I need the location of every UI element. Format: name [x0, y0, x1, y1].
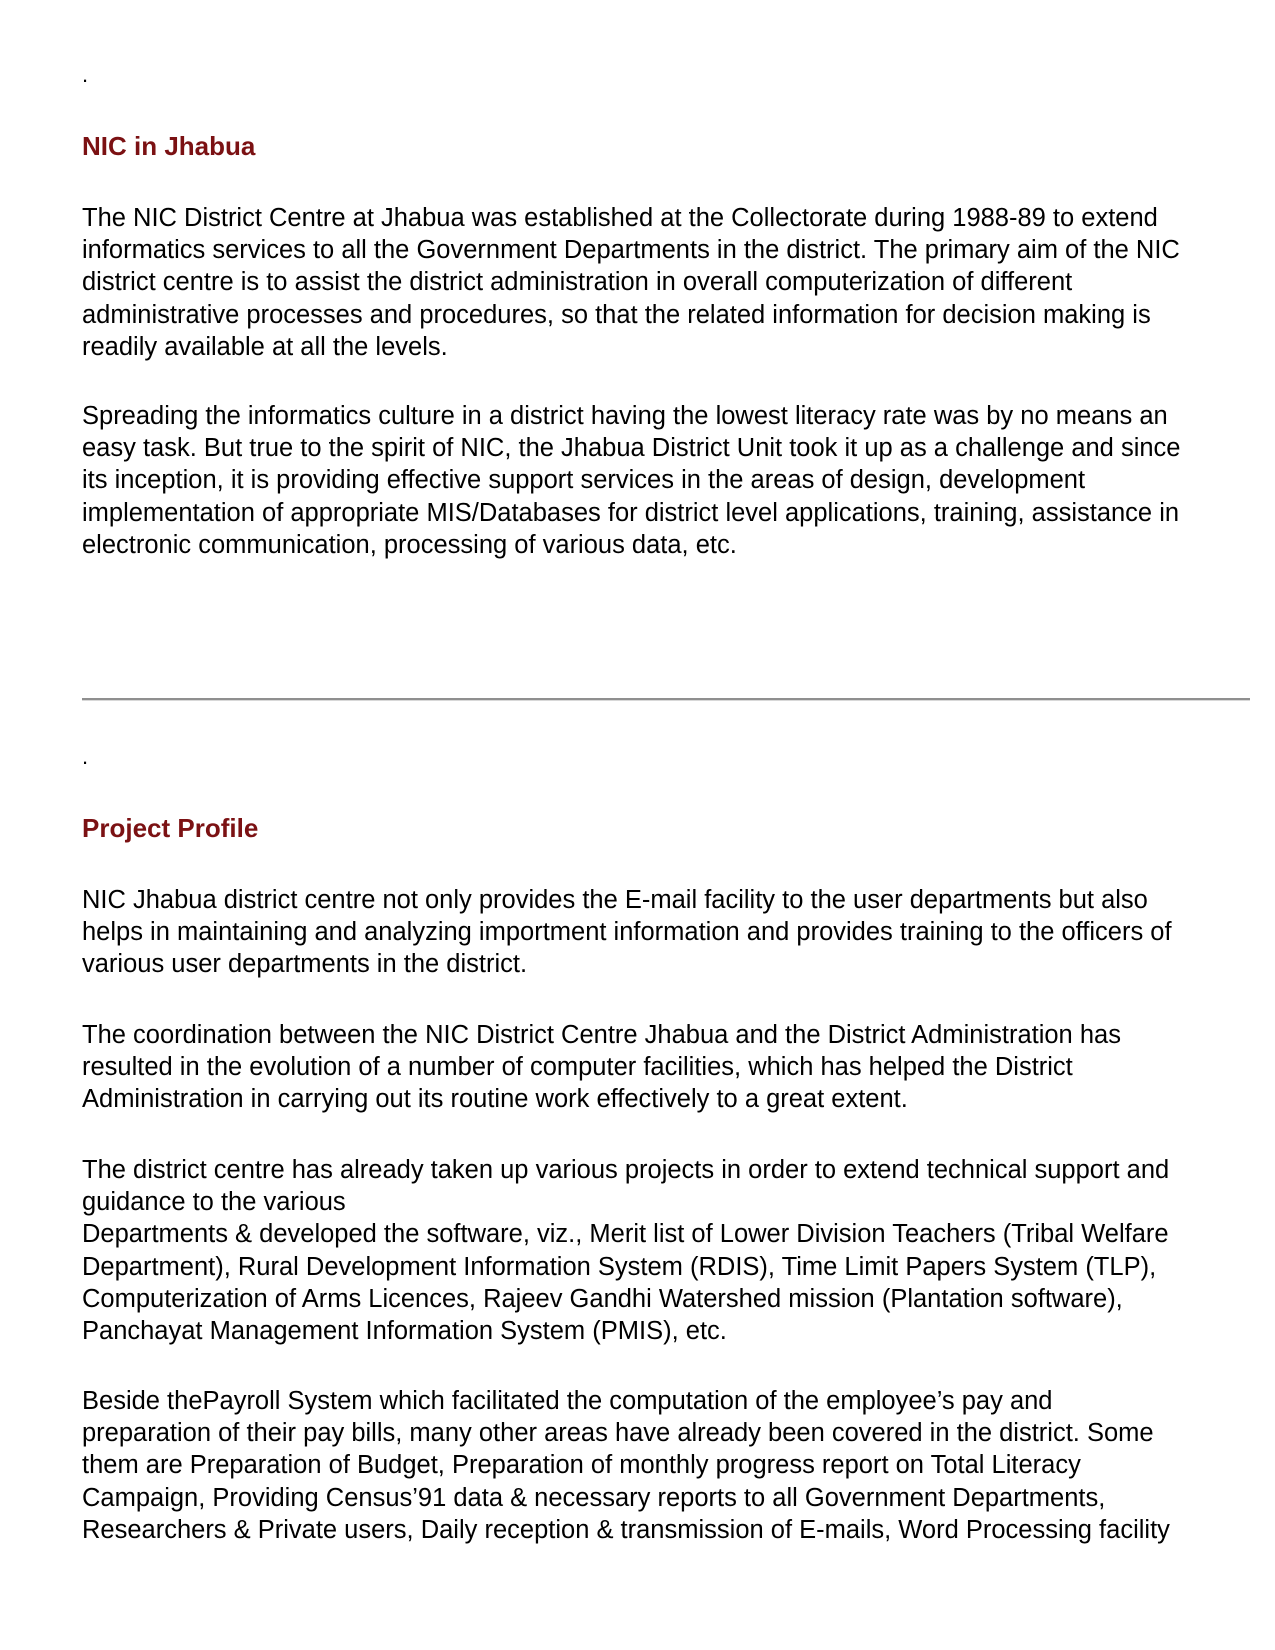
section-marker-dot: .: [82, 744, 89, 769]
text-line: district centre is to assist the district administration in overall computerization of different: [82, 268, 1073, 297]
text-line: Administration in carrying out its routine work effectively to a great extent.: [82, 1085, 908, 1114]
text-line: Researchers & Private users, Daily reception & transmission of E-mails, Word Processing facility: [82, 1515, 1170, 1544]
text-line: The coordination between the NIC District Centre Jhabua and the District Administration has: [82, 1021, 1121, 1049]
text-line: helps in maintaining and analyzing importment information and provides training to the officers of: [82, 918, 1172, 947]
text-line: electronic communication, processing of various data, etc.: [82, 530, 737, 559]
text-line: easy task. But true to the spirit of NIC, the Jhabua District Unit took it up as a challenge and since: [82, 434, 1181, 463]
text-line: Spreading the informatics culture in a district having the lowest literacy rate was by no means an: [82, 402, 1168, 430]
text-line: readily available at all the levels.: [82, 332, 448, 361]
section-marker-dot: .: [82, 62, 89, 87]
text-line: The district centre has already taken up various projects in order to extend technical support and: [82, 1156, 1170, 1184]
text-line: Beside thePayroll System which facilitated the computation of the employee’s pay and: [82, 1387, 1053, 1415]
paragraph-nic-establishment: [82, 202, 1180, 363]
paragraph-payroll-system: [82, 1385, 1170, 1546]
paragraph-informatics-culture: [82, 400, 1180, 561]
paragraph-email-facility: [82, 884, 1172, 981]
paragraph-projects: [82, 1154, 1169, 1347]
text-line: preparation of their pay bills, many other areas have already been covered in the district. Some: [82, 1419, 1154, 1448]
text-line: Computerization of Arms Licences, Rajeev Gandhi Watershed mission (Plantation software),: [82, 1284, 1123, 1313]
text-line: NIC Jhabua district centre not only provides the E-mail facility to the user departments but also: [82, 886, 1148, 914]
text-line: The NIC District Centre at Jhabua was established at the Collectorate during 1988-89 to extend: [82, 204, 1158, 232]
section-title-project-profile: Project Profile: [82, 813, 259, 843]
text-line: administrative processes and procedures, so that the related information for decision making is: [82, 300, 1151, 329]
text-line: Department), Rural Development Information System (RDIS), Time Limit Papers System (TLP),: [82, 1252, 1157, 1281]
text-line: them are Preparation of Budget, Preparation of monthly progress report on Total Literacy: [82, 1451, 1081, 1480]
paragraph-coordination: [82, 1019, 1121, 1116]
text-line: informatics services to all the Government Departments in the district. The primary aim of the NIC: [82, 236, 1180, 265]
horizontal-divider: [82, 698, 1250, 701]
text-line: its inception, it is providing effective support services in the areas of design, development: [82, 466, 1086, 495]
text-line: Departments & developed the software, viz., Merit list of Lower Division Teachers (Tribal Welfare: [82, 1220, 1169, 1249]
text-line: Campaign, Providing Census’91 data & necessary reports to all Government Departments,: [82, 1483, 1106, 1512]
text-line: implementation of appropriate MIS/Databases for district level applications, training, assistance in: [82, 498, 1180, 527]
text-line: Panchayat Management Information System (PMIS), etc.: [82, 1317, 727, 1346]
text-line: guidance to the various: [82, 1188, 346, 1217]
text-line: various user departments in the district.: [82, 950, 528, 979]
text-line: resulted in the evolution of a number of computer facilities, which has helped the District: [82, 1053, 1073, 1082]
section-title-nic-in-jhabua: NIC in Jhabua: [82, 131, 256, 161]
